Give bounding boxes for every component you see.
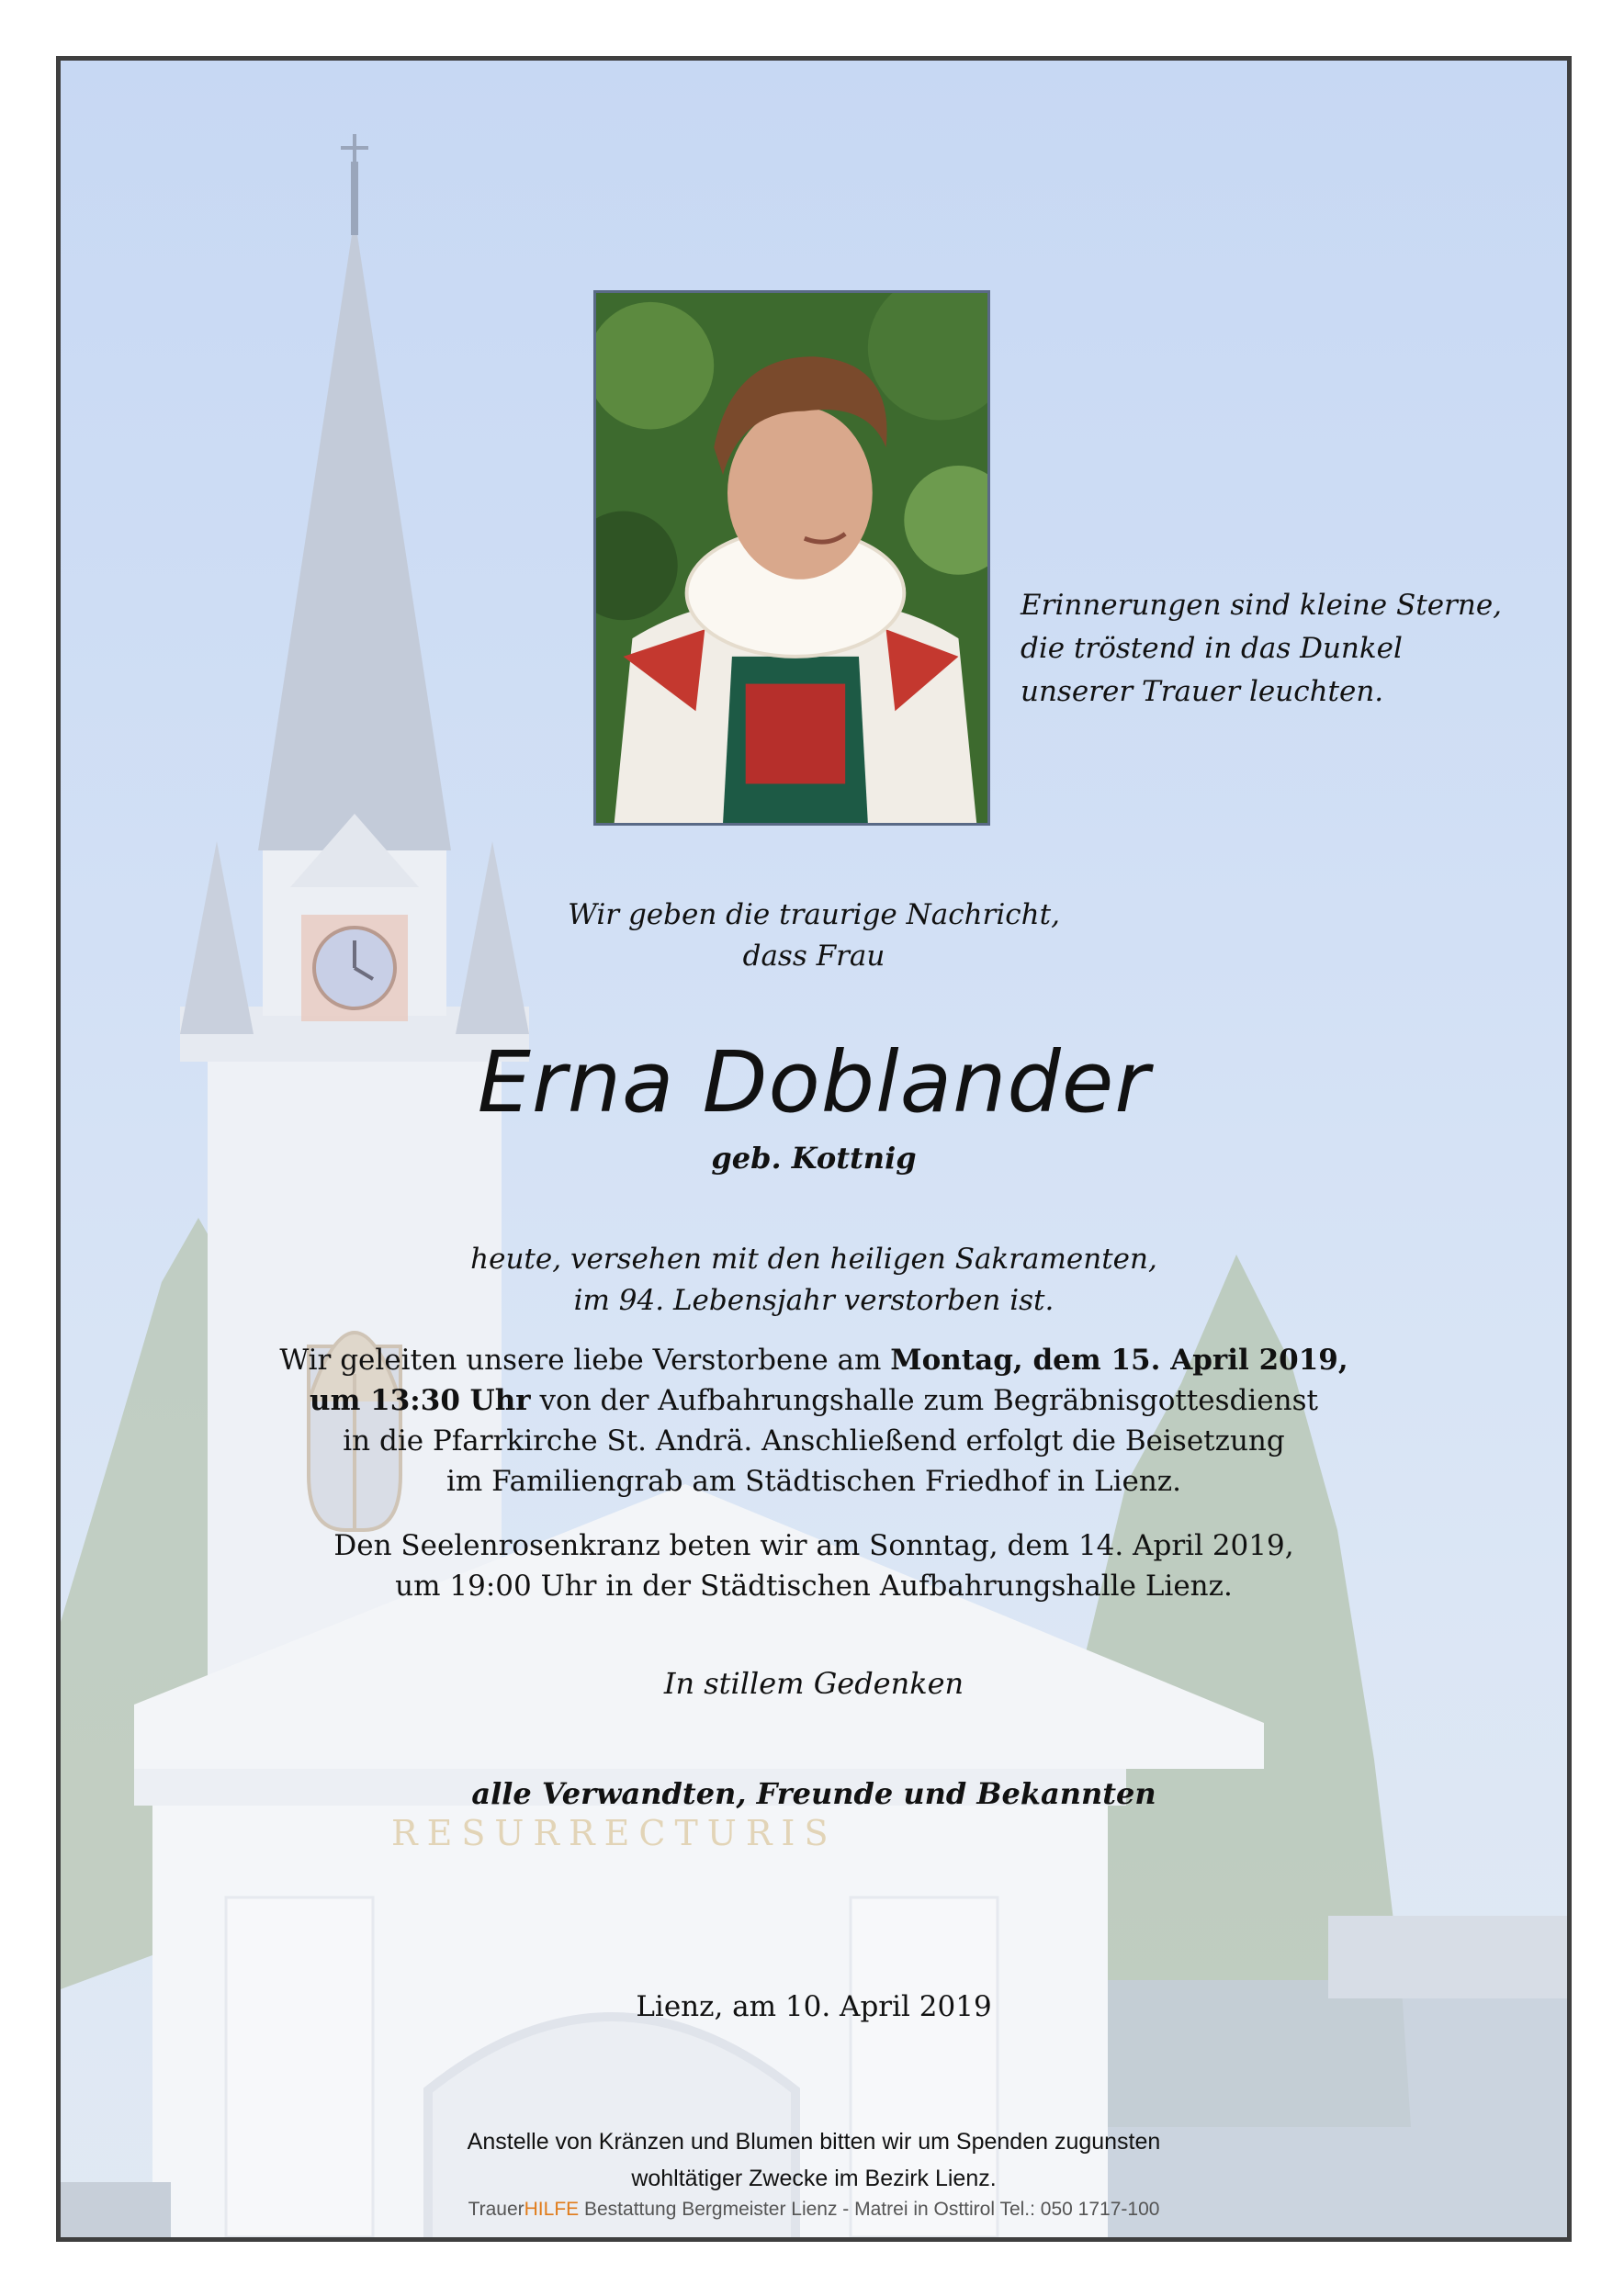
announcement-intro [61,895,1567,977]
chapel-inscription: RESURRECTURIS [391,1813,838,1853]
death-line-1: heute, versehen mit den heiligen Sakramenten, [470,1243,1157,1276]
intro-line-1: Wir geben die traurige Nachricht, [568,898,1060,931]
funeral-line-4: im Familiengrab am Städtischen Friedhof in Lienz. [446,1465,1181,1498]
place-and-date: Lienz, am 10. April 2019 [636,1990,992,2023]
death-notice [61,1239,1567,1322]
obituary-frame [56,56,1572,2242]
funeral-line-2-text: von der Aufbahrungshalle zum Begräbnisgottesdienst [530,1384,1318,1417]
footer-brand-trauer: Trauer [468,2199,524,2220]
footer-brand-hilfe: HILFE [524,2199,580,2220]
funeral-line-2 [61,1380,1567,1421]
mourners: alle Verwandten, Freunde und Bekannten [471,1776,1156,1811]
deceased-name: Erna Doblander [477,1033,1151,1131]
funeral-time: um 13:30 Uhr [310,1384,531,1417]
tower-spire [258,217,451,850]
quote-line-2: die tröstend in das Dunkel [1021,632,1403,665]
funeral-details [61,1340,1567,1502]
memory-line: In stillem Gedenken [663,1666,964,1701]
undertaker-footer [61,2196,1567,2223]
funeral-line-3: in die Pfarrkirche St. Andrä. Anschließend erfolgt die Beisetzung [343,1424,1285,1458]
rosary-line-1: Den Seelenrosenkranz beten wir am Sonntag, dem 14. April 2019, [333,1529,1294,1562]
rosary-line-2: um 19:00 Uhr in der Städtischen Aufbahrungshalle Lienz. [395,1570,1233,1603]
birth-name: geb. Kottnig [711,1141,917,1176]
quote-line-3: unserer Trauer leuchten. [1021,675,1384,708]
intro-line-2: dass Frau [742,940,885,973]
portrait-photo [593,290,990,826]
rosary-details [61,1525,1567,1606]
donation-line-2: wohltätiger Zwecke im Bezirk Lienz. [631,2166,997,2191]
funeral-line-1-text: Wir geleiten unsere liebe Verstorbene am [279,1344,891,1377]
donation-line-1: Anstelle von Kränzen und Blumen bitten wir um Spenden zugunsten [467,2129,1161,2155]
donation-note [61,2123,1567,2197]
footer-contact: Bestattung Bergmeister Lienz - Matrei in Osttirol Tel.: 050 1717-100 [579,2199,1160,2220]
funeral-line-1 [61,1340,1567,1380]
death-line-2: im 94. Lebensjahr verstorben ist. [573,1284,1054,1317]
quote-line-1: Erinnerungen sind kleine Sterne, [1021,589,1503,622]
funeral-date: Montag, dem 15. April 2019, [890,1344,1348,1377]
quote [1021,584,1535,714]
